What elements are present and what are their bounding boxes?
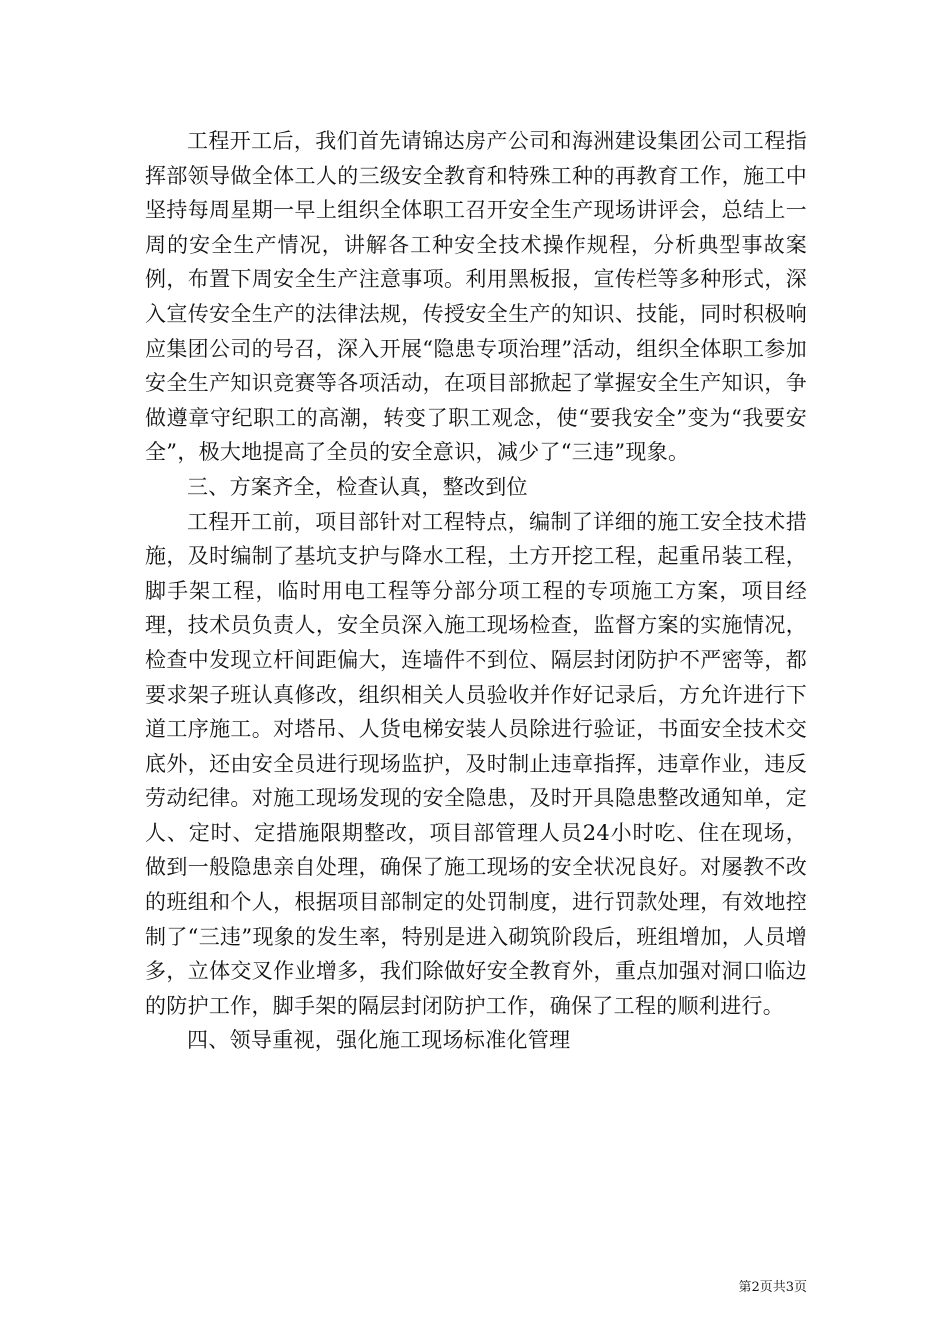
section-heading-3: 三、方案齐全，检查认真，整改到位 [187,474,528,499]
paragraph-safety-education: 工程开工后，我们首先请锦达房产公司和海洲建设集团公司工程指挥部领导做全体工人的三级安全教育和特殊工种的再教育工作，施工中坚持每周星期一早上组织全体职工召开安全生产现场讲评会，总结上一周的安全生产情况，讲解各工种安全技术操作规程，分析典型事故案例，布置下周安全生产注意事项。利用黑板报，宣传栏等多种形式，深入宣传安全生产的法律法规，传授安全生产的知识、技能，同时积极响应集团公司的号召，深入开展“隐患专项治理”活动，组织全体职工参加安全生产知识竞赛等各项活动，在项目部掀起了掌握安全生产知识，争做遵章守纪职工的高潮，转变了职工观念，使“要我安全”变为“我要安全”，极大地提高了全员的安全意识，减少了“三违”现象。 [145,129,807,465]
section-heading-4: 四、领导重视，强化施工现场标准化管理 [187,1028,571,1053]
document-body [145,124,807,1058]
paragraph-inspection-rectification: 工程开工前，项目部针对工程特点，编制了详细的施工安全技术措施，及时编制了基坑支护与降水工程，土方开挖工程，起重吊装工程，脚手架工程，临时用电工程等分部分项工程的专项施工方案，项目经理，技术员负责人，安全员深入施工现场检查，监督方案的实施情况，检查中发现立杆间距偏大，连墙件不到位、隔层封闭防护不严密等，都要求架子班认真修改，组织相关人员验收并作好记录后，方允许进行下道工序施工。对塔吊、人货电梯安装人员除进行验证，书面安全技术交底外，还由安全员进行现场监护，及时制止违章指挥，违章作业，违反劳动纪律。对施工现场发现的安全隐患，及时开具隐患整改通知单，定人、定时、定措施限期整改，项目部管理人员24小时吃、住在现场，做到一般隐患亲自处理，确保了施工现场的安全状况良好。对屡教不改的班组和个人，根据项目部制定的处罚制度，进行罚款处理，有效地控制了“三违”现象的发生率，特别是进入砌筑阶段后，班组增加，人员增多，立体交叉作业增多，我们除做好安全教育外，重点加强对洞口临边的防护工作，脚手架的隔层封闭防护工作，确保了工程的顺利进行。 [145,509,807,1018]
page-number-footer: 第2页共3页 [738,1280,807,1295]
